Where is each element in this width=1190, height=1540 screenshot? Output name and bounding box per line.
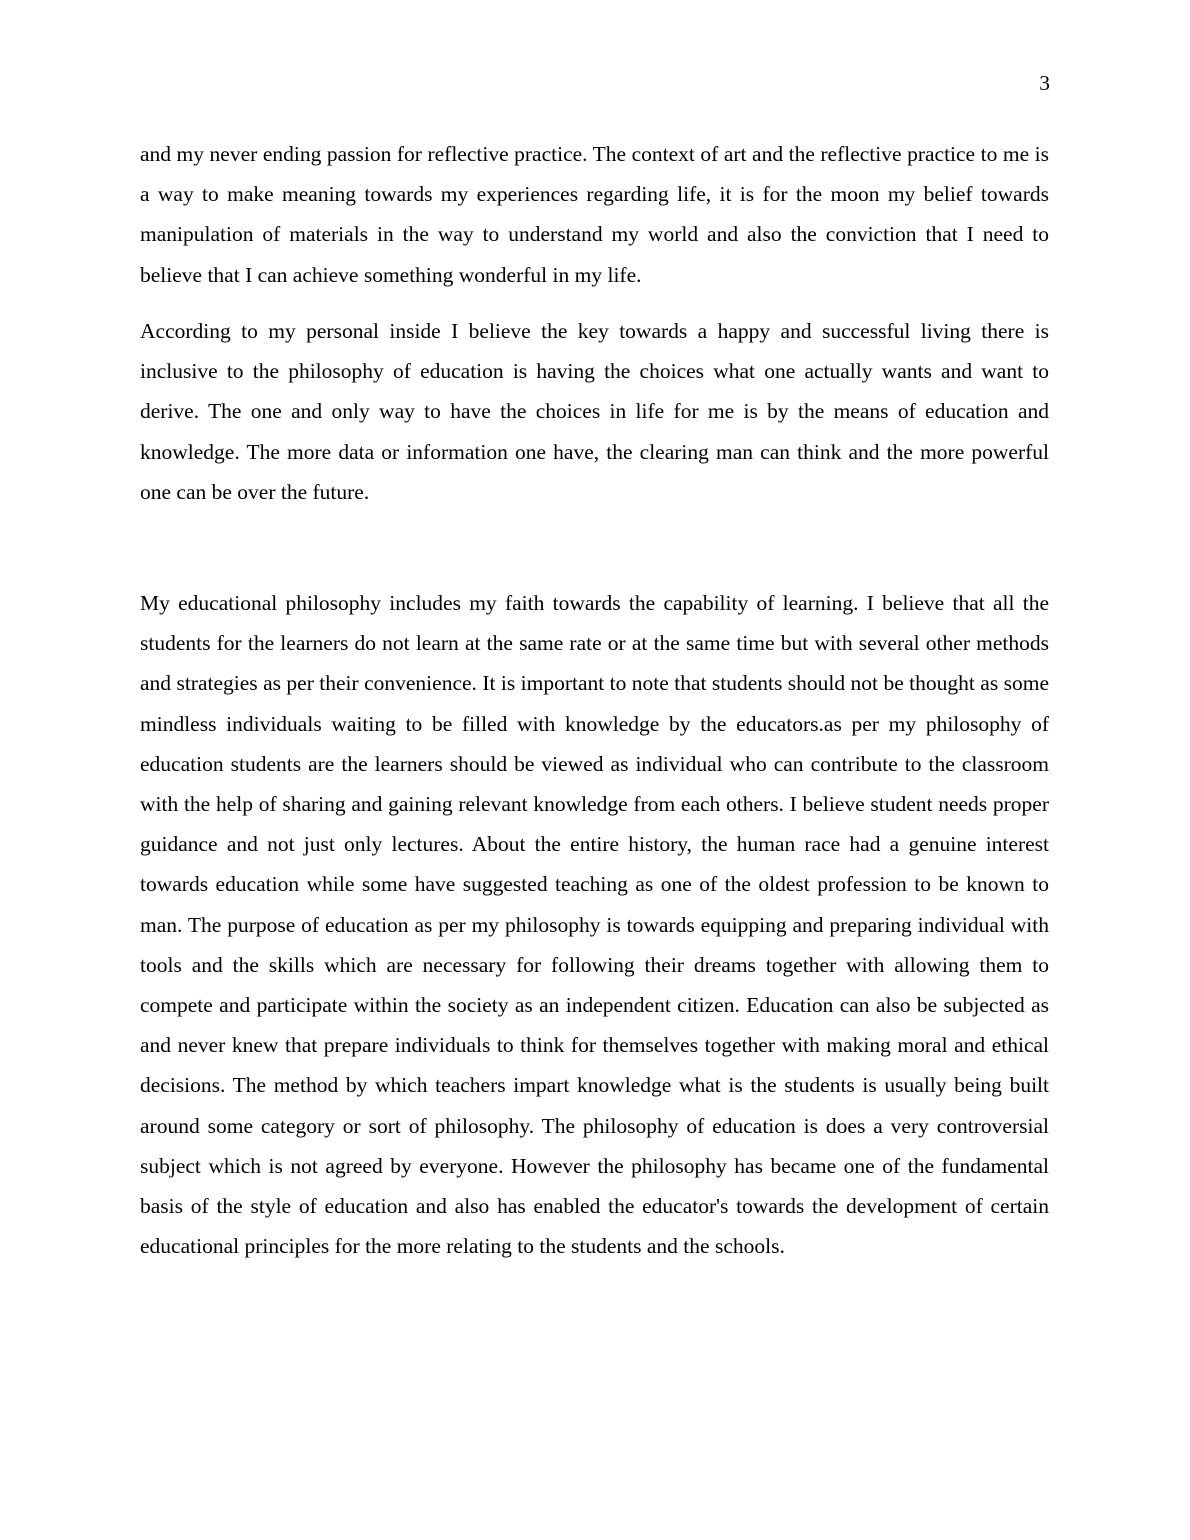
body-paragraph-3: My educational philosophy includes my faith towards the capability of learning. I believe that all the students for the learners do not learn at the same rate or at the same time but with several other methods and strategies as per their convenience. It is important to note that students should not be thought as some mindless individuals waiting to be filled with knowledge by the educators.as per my philosophy of education students are the learners should be viewed as individual who can contribute to the classroom with the help of sharing and gaining relevant knowledge from each others. I believe student needs proper guidance and not just only lectures. About the entire history, the human race had a genuine interest towards education while some have suggested teaching as one of the oldest profession to be known to man. The purpose of education as per my philosophy is towards equipping and preparing individual with tools and the skills which are necessary for following their dreams together with allowing them to compete and participate within the society as an independent citizen. Education can also be subjected as and never knew that prepare individuals to think for themselves together with making moral and ethical decisions. The method by which teachers impart knowledge what is the students is usually being built around some category or sort of philosophy. The philosophy of education is does a very controversial subject which is not agreed by everyone. However the philosophy has became one of the fundamental basis of the style of education and also has enabled the educator's towards the development of certain educational principles for the more relating to the students and the schools.	[140, 591, 1049, 1259]
body-paragraph-1: and my never ending passion for reflective practice. The context of art and the reflective practice to me is a way to make meaning towards my experiences regarding life, it is for the moon my belief towards manipulation of materials in the way to understand my world and also the conviction that I need to believe that I can achieve something wonderful in my life.	[140, 142, 1049, 287]
body-paragraph-2: According to my personal inside I believe the key towards a happy and successful living there is inclusive to the philosophy of education is having the choices what one actually wants and want to derive. The one and only way to have the choices in life for me is by the means of education and knowledge. The more data or information one have, the clearing man can think and the more powerful one can be over the future.	[140, 319, 1049, 504]
page-number: 3	[1039, 71, 1050, 95]
